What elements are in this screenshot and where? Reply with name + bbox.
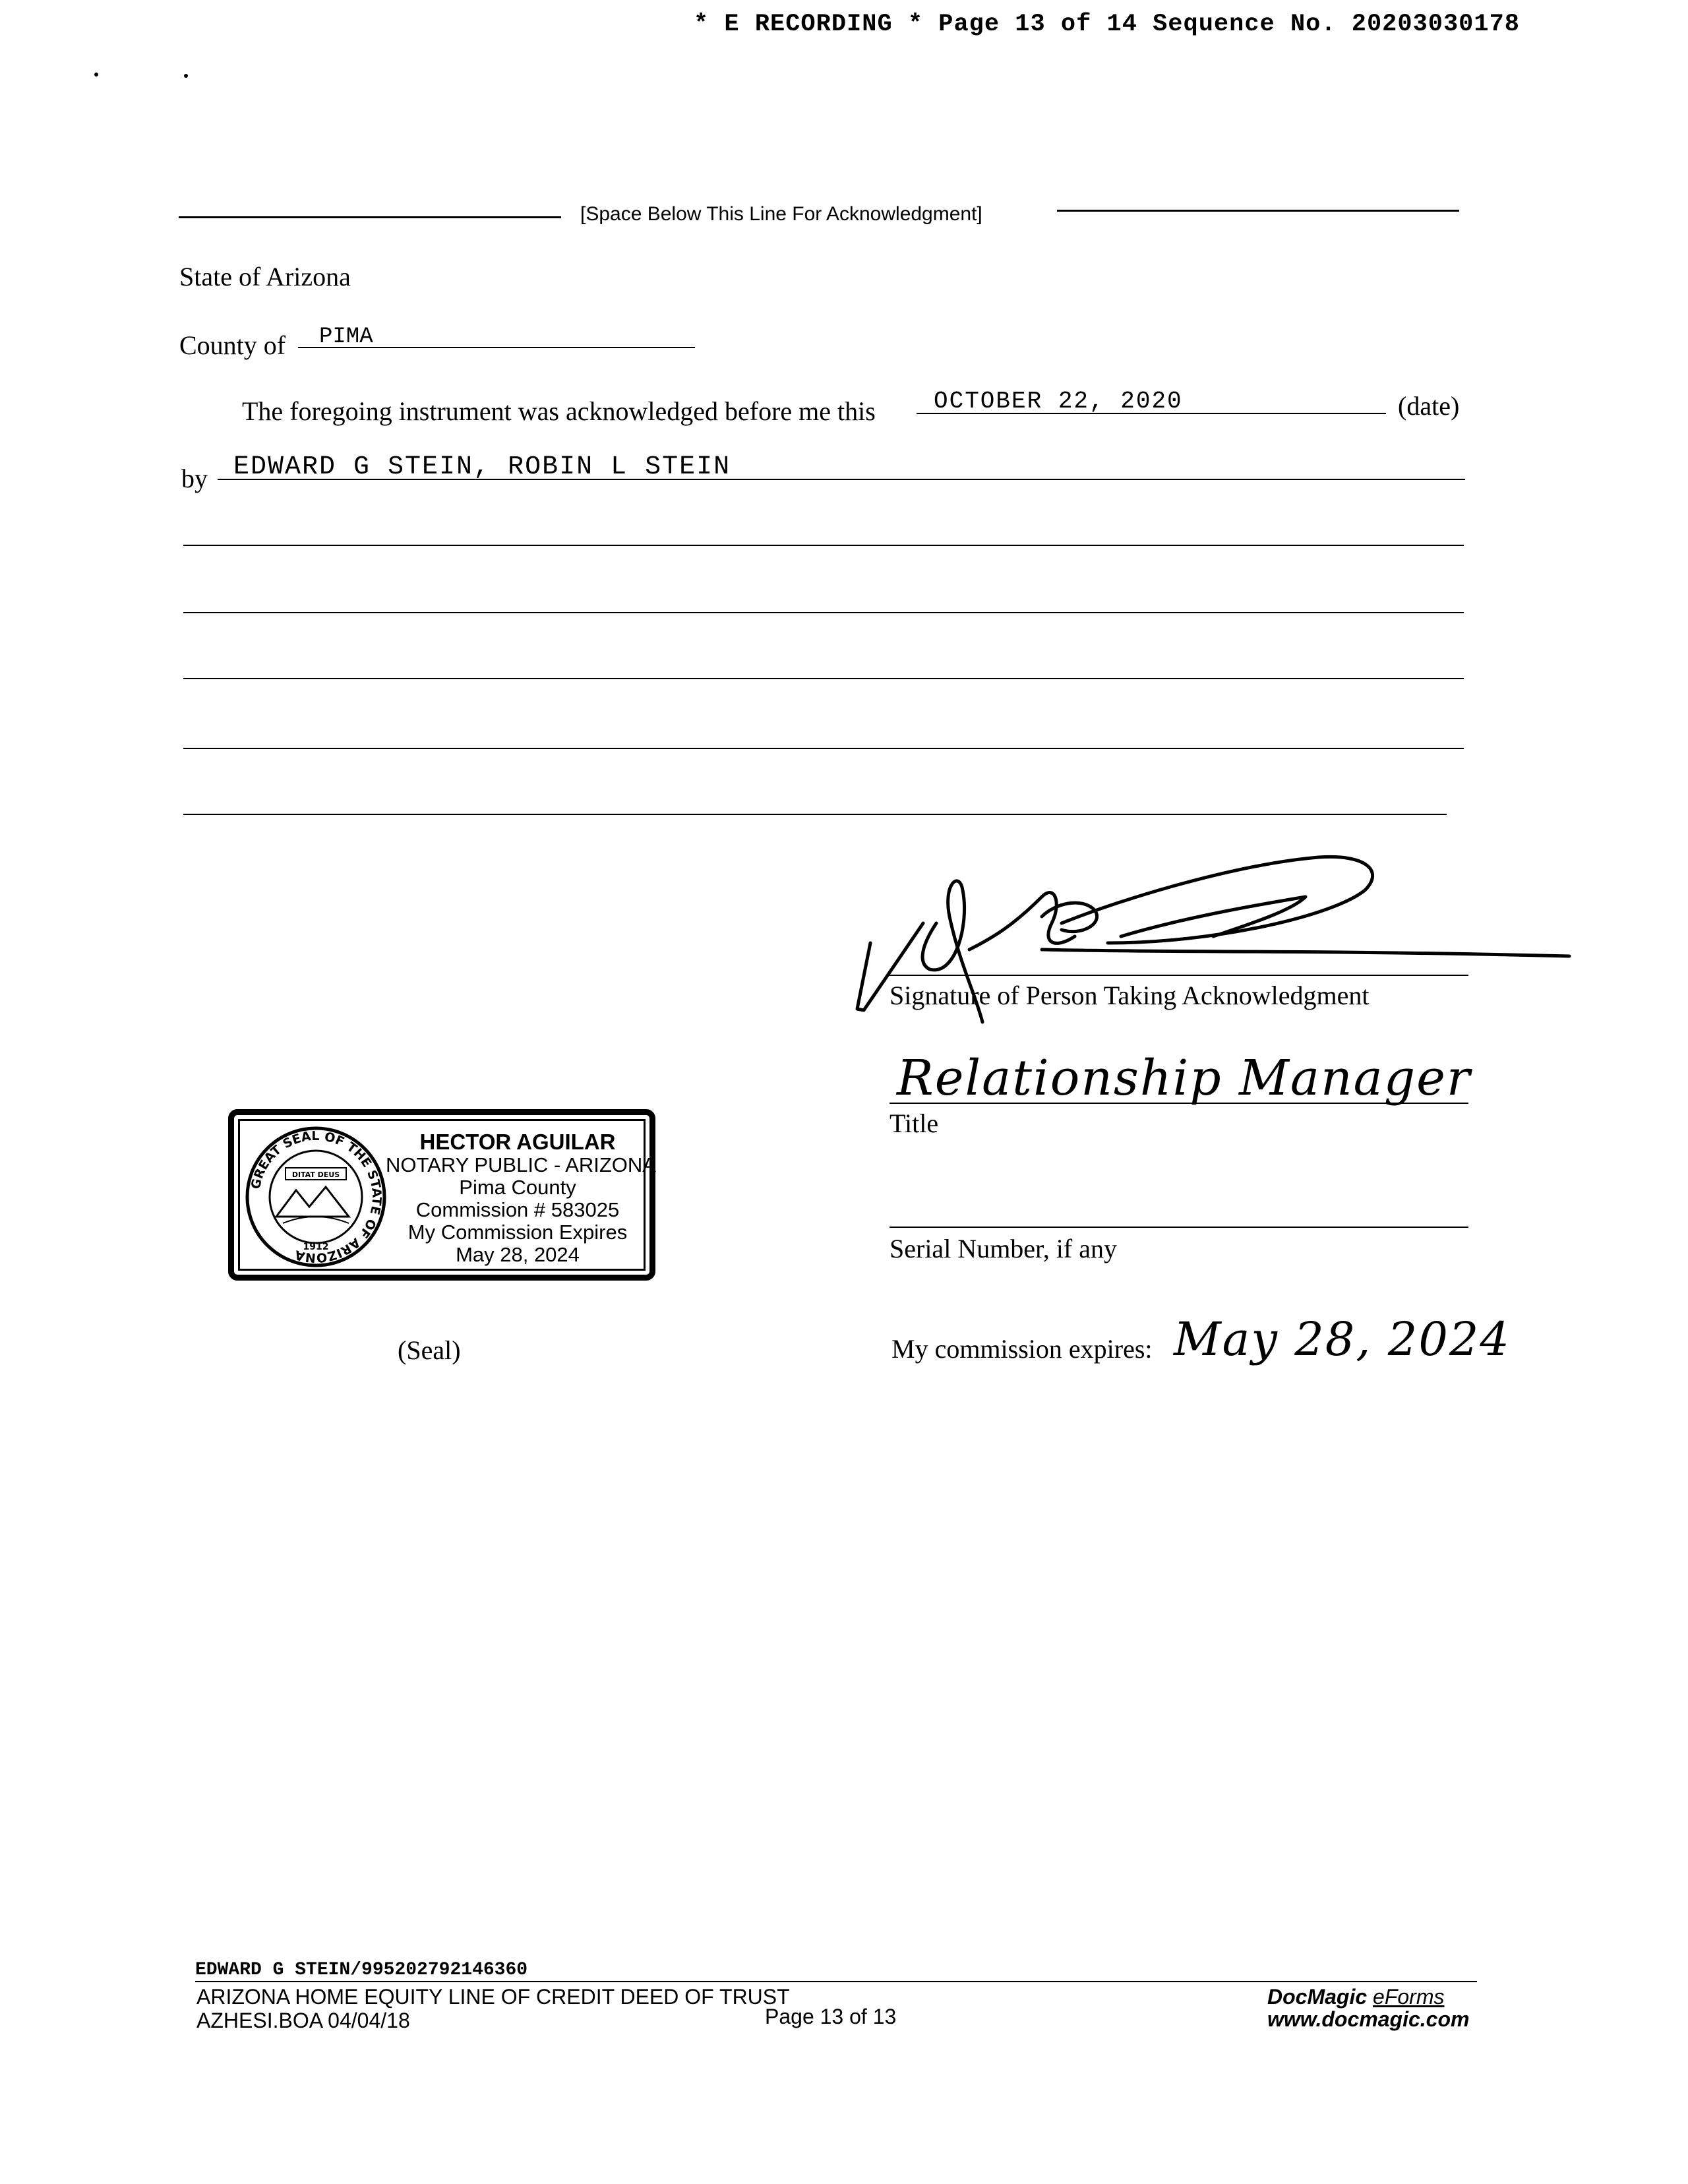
blank-line-1 (183, 545, 1464, 546)
notary-line-3: Commission # 583025 (415, 1198, 620, 1221)
acknowledgment-date: OCTOBER 22, 2020 (934, 388, 1183, 415)
footer-borrower-ref: EDWARD G STEIN/995202792146360 (195, 1960, 528, 1980)
title-handwritten: Relationship Manager (897, 1050, 1472, 1107)
footer-doc-title: ARIZONA HOME EQUITY LINE OF CREDIT DEED OF TRUST (196, 1985, 790, 2009)
scan-mark (184, 74, 188, 78)
docmagic-brand: DocMagic (1267, 1985, 1368, 2009)
notary-name: HECTOR AGUILAR (419, 1130, 616, 1154)
footer-form-code: AZHESI.BOA 04/04/18 (196, 2009, 410, 2032)
seal-motto: DITAT DEUS (291, 1170, 340, 1179)
state-seal-icon (243, 1124, 388, 1269)
blank-line-4 (183, 748, 1464, 749)
county-label: County of (179, 330, 286, 360)
notary-line-4: My Commission Expires (407, 1221, 628, 1244)
notary-signature (844, 844, 1589, 1042)
blank-line-5 (183, 814, 1447, 815)
blank-line-2 (183, 612, 1464, 613)
notary-line-2: Pima County (459, 1176, 576, 1199)
county-value: PIMA (319, 324, 373, 349)
date-suffix: (date) (1398, 391, 1460, 421)
notary-line-5: May 28, 2024 (456, 1243, 580, 1266)
blank-line-3 (183, 678, 1464, 679)
signature-label: Signature of Person Taking Acknowledgment (889, 981, 1370, 1010)
scan-mark (94, 73, 98, 76)
notary-stamp (228, 1109, 655, 1281)
title-label: Title (889, 1108, 939, 1138)
seal-year: 1912 (303, 1242, 329, 1252)
divider-right (1057, 210, 1459, 212)
title-field-line (889, 1103, 1468, 1104)
notary-line-1: NOTARY PUBLIC - ARIZONA (386, 1153, 656, 1176)
acknowledgment-text: The foregoing instrument was acknowledged before me this (242, 396, 876, 426)
commission-expires-label: My commission expires: (891, 1334, 1153, 1364)
by-label: by (181, 464, 208, 493)
docmagic-website: www.docmagic.com (1267, 2007, 1470, 2031)
serial-label: Serial Number, if any (889, 1234, 1117, 1263)
footer-rule (195, 1981, 1477, 1982)
signer-names: EDWARD G STEIN, ROBIN L STEIN (233, 452, 731, 482)
serial-field-line (889, 1227, 1468, 1228)
commission-expires-handwritten: May 28, 2024 (1174, 1312, 1511, 1366)
seal-ring-text: GREAT SEAL OF THE STATE OF ARIZONA (248, 1128, 384, 1265)
docmagic-logo (1267, 1985, 1444, 2009)
seal-label: (Seal) (398, 1335, 461, 1365)
state-line: State of Arizona (179, 262, 351, 291)
divider-left (179, 216, 561, 218)
acknowledgment-divider-label: [Space Below This Line For Acknowledgment] (580, 203, 982, 225)
footer-page-number: Page 13 of 13 (765, 2005, 897, 2028)
recording-header: * E RECORDING * Page 13 of 14 Sequence No. 20203030178 (694, 11, 1520, 38)
signature-field-line (889, 975, 1468, 976)
eforms-mark: eForms (1373, 1985, 1445, 2009)
